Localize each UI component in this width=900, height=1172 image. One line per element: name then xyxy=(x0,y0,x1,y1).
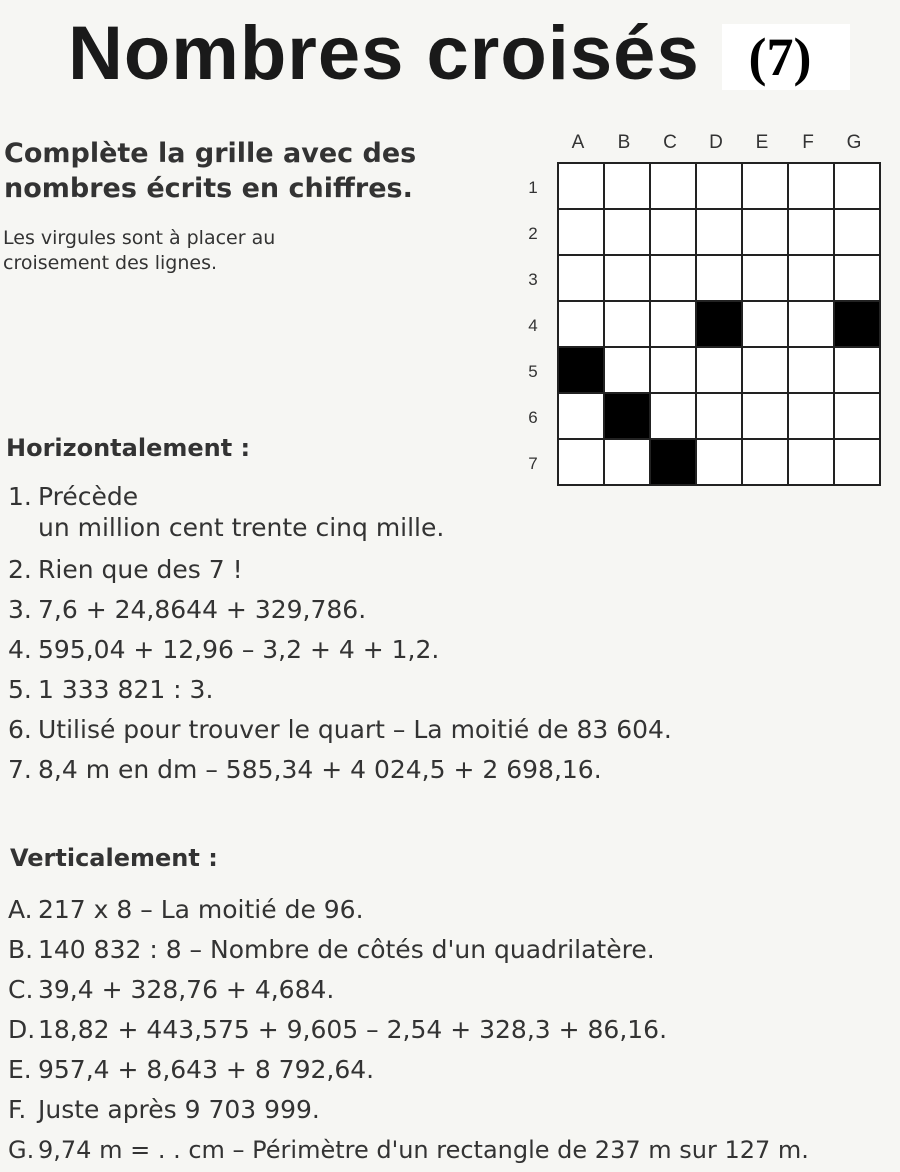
row-label: 7 xyxy=(528,454,538,473)
worksheet-number: (7) xyxy=(722,24,850,90)
vertical-heading: Verticalement : xyxy=(10,844,218,872)
grid-cell[interactable] xyxy=(789,440,835,486)
grid-cell[interactable] xyxy=(789,394,835,440)
grid-cell[interactable] xyxy=(559,394,605,440)
grid-cell[interactable] xyxy=(697,394,743,440)
column-label: A xyxy=(571,132,585,153)
grid-cell[interactable] xyxy=(697,210,743,256)
grid-cell[interactable] xyxy=(743,210,789,256)
grid-cell[interactable] xyxy=(743,302,789,348)
clue-vertical-c: C. 39,4 + 328,76 + 4,684. xyxy=(8,975,335,1004)
grid-cell[interactable] xyxy=(559,210,605,256)
row-label: 5 xyxy=(528,362,538,381)
clue-horizontal-4: 4. 595,04 + 12,96 – 3,2 + 4 + 1,2. xyxy=(8,635,440,664)
grid-cell[interactable] xyxy=(559,302,605,348)
column-label: D xyxy=(709,132,723,153)
grid-cell[interactable] xyxy=(605,210,651,256)
grid-cell[interactable] xyxy=(559,256,605,302)
grid-cell[interactable] xyxy=(789,210,835,256)
column-label: F xyxy=(802,132,814,153)
grid-cell[interactable] xyxy=(697,164,743,210)
clue-vertical-e: E. 957,4 + 8,643 + 8 792,64. xyxy=(8,1055,375,1084)
clue-horizontal-1: 1. Précède un million cent trente cinq mille. xyxy=(8,482,445,542)
grid-cell[interactable] xyxy=(651,256,697,302)
grid-cell[interactable] xyxy=(835,210,881,256)
grid-cell[interactable] xyxy=(789,256,835,302)
grid-cell[interactable] xyxy=(789,164,835,210)
grid-cell[interactable] xyxy=(651,302,697,348)
grid-cell[interactable] xyxy=(697,440,743,486)
clue-vertical-b: B. 140 832 : 8 – Nombre de côtés d'un quadrilatère. xyxy=(8,935,655,964)
grid-cell[interactable] xyxy=(789,348,835,394)
grid-cell[interactable] xyxy=(559,164,605,210)
row-label: 1 xyxy=(528,178,538,197)
clue-vertical-a: A. 217 x 8 – La moitié de 96. xyxy=(8,895,364,924)
grid-cell[interactable] xyxy=(605,256,651,302)
horizontal-clues xyxy=(8,482,672,790)
grid-cell[interactable] xyxy=(835,256,881,302)
column-label: C xyxy=(663,132,677,153)
grid-cell[interactable] xyxy=(651,348,697,394)
grid-cell[interactable] xyxy=(789,302,835,348)
note-text: Les virgules sont à placer au croisement des lignes. xyxy=(3,227,276,274)
clue-horizontal-3: 3. 7,6 + 24,8644 + 329,786. xyxy=(8,595,367,624)
column-label: E xyxy=(755,132,769,153)
clue-vertical-g: G. 9,74 m = . . cm – Périmètre d'un rectangle de 237 m sur 127 m. xyxy=(8,1136,809,1164)
row-label: 2 xyxy=(528,224,538,243)
grid-cell-black xyxy=(697,302,743,348)
grid-cell[interactable] xyxy=(743,164,789,210)
grid-cell[interactable] xyxy=(743,348,789,394)
clue-horizontal-5: 5. 1 333 821 : 3. xyxy=(8,675,214,704)
grid-cell[interactable] xyxy=(697,348,743,394)
grid-cell-black xyxy=(559,348,605,394)
clue-vertical-d: D. 18,82 + 443,575 + 9,605 – 2,54 + 328,3 + 86,16. xyxy=(8,1015,668,1044)
grid-cell[interactable] xyxy=(835,164,881,210)
grid-cell[interactable] xyxy=(559,440,605,486)
instruction-text: Complète la grille avec des nombres écrits en chiffres. xyxy=(4,138,417,204)
column-label: G xyxy=(846,132,862,153)
clue-horizontal-2: 2. Rien que des 7 ! xyxy=(8,555,243,584)
grid-cell[interactable] xyxy=(743,440,789,486)
grid-cell[interactable] xyxy=(835,348,881,394)
grid-cell[interactable] xyxy=(605,302,651,348)
grid-cell[interactable] xyxy=(651,210,697,256)
grid-cell[interactable] xyxy=(835,440,881,486)
row-label: 6 xyxy=(528,408,538,427)
grid-cell[interactable] xyxy=(605,164,651,210)
grid-cell[interactable] xyxy=(651,164,697,210)
row-label: 4 xyxy=(528,316,538,335)
grid-cell[interactable] xyxy=(743,256,789,302)
horizontal-heading: Horizontalement : xyxy=(6,434,251,462)
clue-horizontal-7: 7. 8,4 m en dm – 585,34 + 4 024,5 + 2 698,16. xyxy=(8,755,602,784)
vertical-clues xyxy=(8,890,809,1170)
grid-cell-black xyxy=(651,440,697,486)
row-label: 3 xyxy=(528,270,538,289)
grid-cell-black xyxy=(605,394,651,440)
grid-cell[interactable] xyxy=(743,394,789,440)
grid-cell[interactable] xyxy=(697,256,743,302)
clue-vertical-f: F. Juste après 9 703 999. xyxy=(8,1095,320,1124)
grid-cell[interactable] xyxy=(835,394,881,440)
grid-cell[interactable] xyxy=(605,348,651,394)
grid-cell[interactable] xyxy=(605,440,651,486)
clue-horizontal-6: 6. Utilisé pour trouver le quart – La moitié de 83 604. xyxy=(8,715,672,744)
grid-cell[interactable] xyxy=(651,394,697,440)
crossword-grid xyxy=(557,162,881,486)
grid-cell-black xyxy=(835,302,881,348)
page-title: Nombres croisés xyxy=(68,11,700,96)
column-label: B xyxy=(617,132,631,153)
